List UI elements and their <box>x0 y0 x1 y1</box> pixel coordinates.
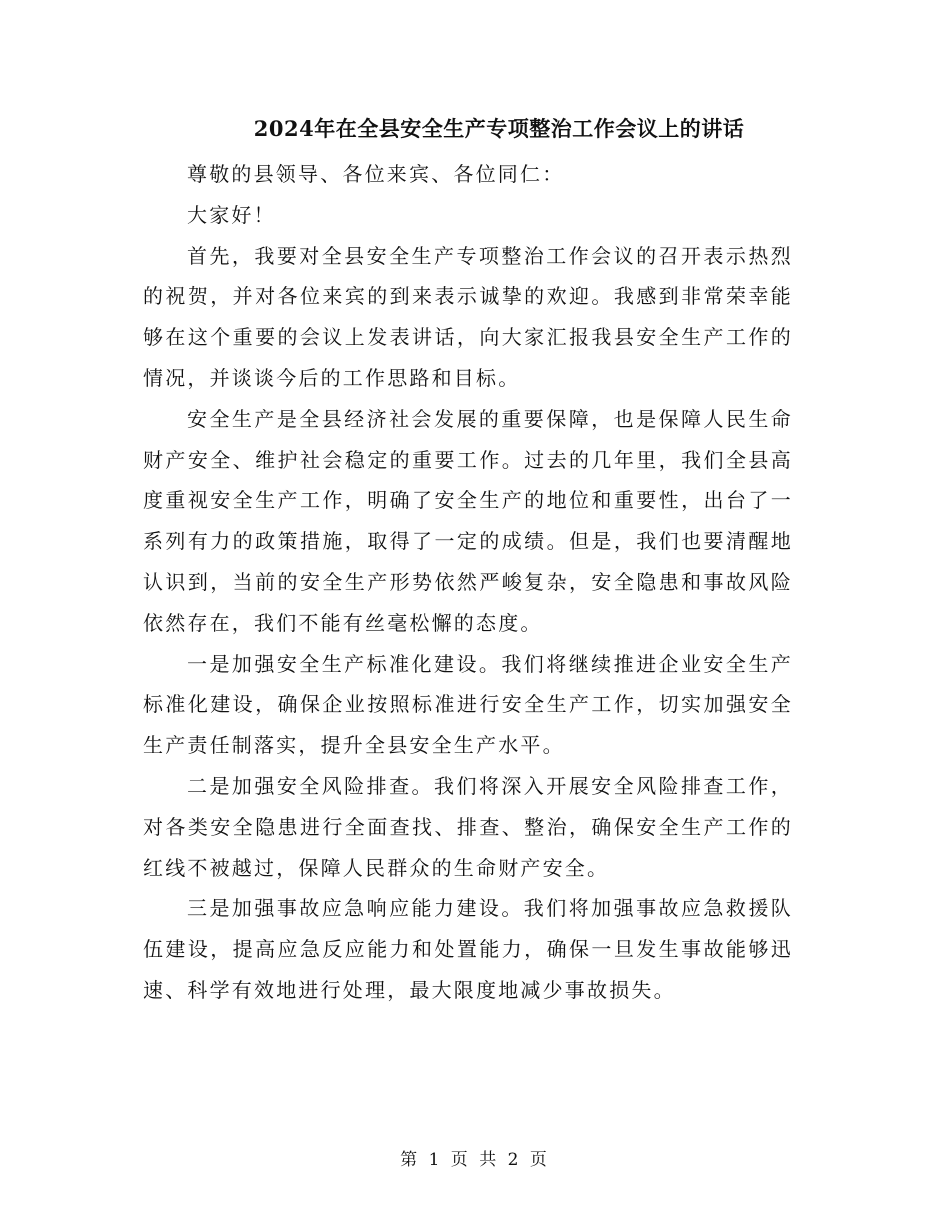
paragraph-point-two: 二是加强安全风险排查。我们将深入开展安全风险排查工作，对各类安全隐患进行全面查找、排查、整治，确保安全生产工作的红线不被越过，保障人民群众的生命财产安全。 <box>143 773 793 880</box>
document-title: 2024年在全县安全生产专项整治工作会议上的讲话 <box>253 116 745 141</box>
paragraph-background: 安全生产是全县经济社会发展的重要保障，也是保障人民生命财产安全、维护社会稳定的重要工作。过去的几年里，我们全县高度重视安全生产工作，明确了安全生产的地位和重要性，出台了一系列有力的政策措施，取得了一定的成绩。但是，我们也要清醒地认识到，当前的安全生产形势依然严峻复杂，安全隐患和事故风险依然存在，我们不能有丝毫松懈的态度。 <box>143 406 793 635</box>
paragraph-point-one: 一是加强安全生产标准化建设。我们将继续推进企业安全生产标准化建设，确保企业按照标准进行安全生产工作，切实加强安全生产责任制落实，提升全县安全生产水平。 <box>143 651 793 758</box>
paragraph-opening: 首先，我要对全县安全生产专项整治工作会议的召开表示热烈的祝贺，并对各位来宾的到来表示诚挚的欢迎。我感到非常荣幸能够在这个重要的会议上发表讲话，向大家汇报我县安全生产工作的情况，并谈谈今后的工作思路和目标。 <box>143 243 793 390</box>
greeting: 大家好！ <box>187 202 276 227</box>
salutation: 尊敬的县领导、各位来宾、各位同仁： <box>187 162 565 186</box>
document-body <box>143 154 793 1011</box>
paragraph-point-three: 三是加强事故应急响应能力建设。我们将加强事故应急救援队伍建设，提高应急反应能力和处置能力，确保一旦发生事故能够迅速、科学有效地进行处理，最大限度地减少事故损失。 <box>143 896 793 1002</box>
page-number-footer: 第 1 页 共 2 页 <box>400 1150 550 1170</box>
